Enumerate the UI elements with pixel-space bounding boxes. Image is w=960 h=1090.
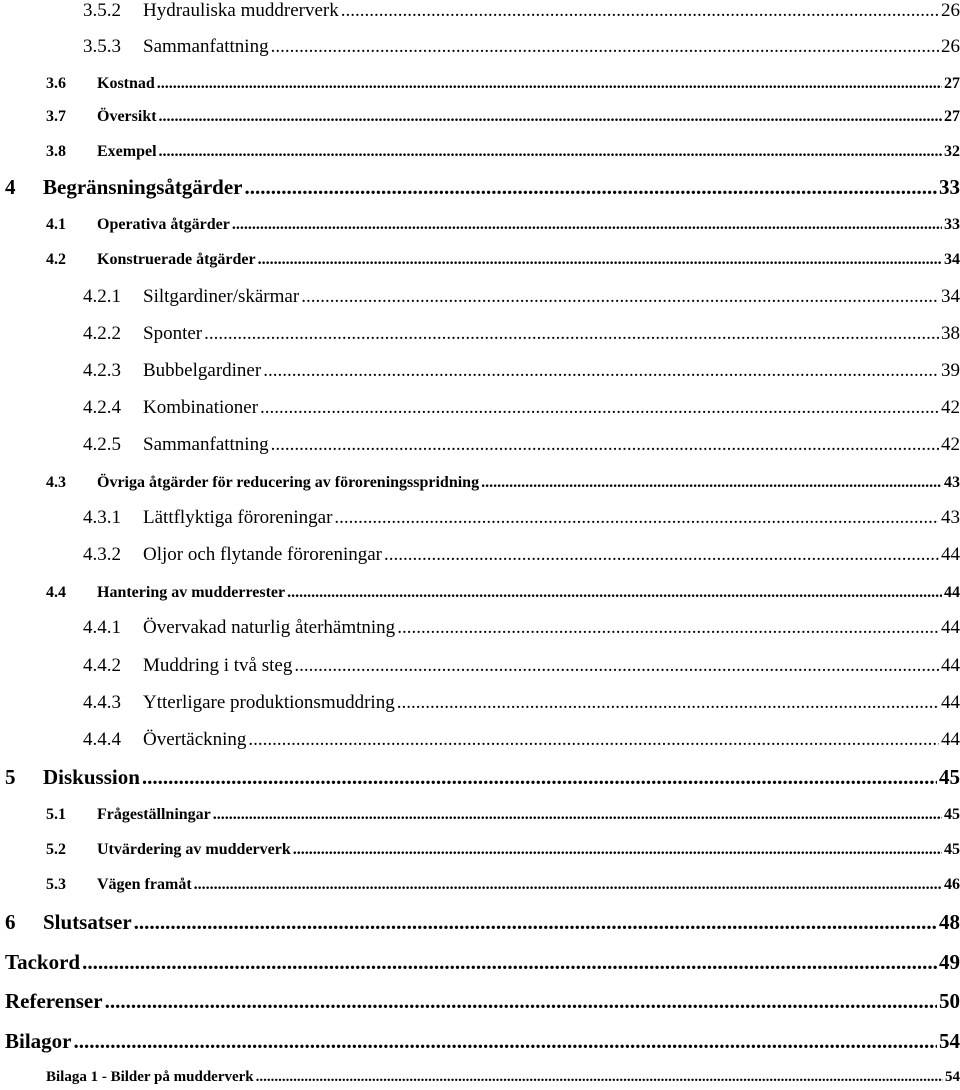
dot-leader <box>194 876 942 894</box>
toc-number: 4.4 <box>46 584 66 601</box>
toc-number: 3.5.3 <box>83 36 121 57</box>
toc-title: Muddring i två steg <box>143 655 293 676</box>
toc-page: 54 <box>945 1069 960 1085</box>
toc-title: Oljor och flytande föroreningar <box>143 544 382 565</box>
toc-page: 27 <box>944 75 960 92</box>
toc-title: Kostnad <box>97 75 155 92</box>
toc-entry-4-3[interactable] <box>0 474 960 492</box>
dot-leader <box>159 108 942 126</box>
toc-number: 4.4.1 <box>83 617 121 638</box>
dot-leader <box>287 584 942 602</box>
toc-entry-bilaga-1[interactable] <box>0 1069 960 1086</box>
toc-page: 34 <box>941 286 960 307</box>
toc-entry-tackord[interactable] <box>0 950 960 975</box>
toc-number: 5.1 <box>46 806 66 823</box>
dot-leader <box>397 617 939 639</box>
toc-title: Siltgardiner/skärmar <box>143 286 300 307</box>
toc-number: 4.2.5 <box>83 434 121 455</box>
dot-leader <box>341 0 939 22</box>
toc-entry-4-2-2[interactable] <box>0 323 960 345</box>
toc-entry-5-1[interactable] <box>0 806 960 824</box>
toc-page: 54 <box>939 1029 960 1053</box>
toc-entry-3-5-2[interactable] <box>0 0 960 22</box>
toc-title: Utvärdering av mudderverk <box>97 841 291 858</box>
toc-number: 4.3 <box>46 474 66 491</box>
toc-page: 44 <box>941 655 960 676</box>
toc-number: 5.2 <box>46 841 66 858</box>
toc-number: 4.4.3 <box>83 692 121 713</box>
toc-title: Frågeställningar <box>97 806 211 823</box>
toc-page: 43 <box>944 474 960 491</box>
toc-page: 33 <box>939 175 960 199</box>
toc-title: Översikt <box>97 108 157 125</box>
toc-entry-4-2-3[interactable] <box>0 360 960 382</box>
toc-page: 45 <box>944 806 960 823</box>
toc-entry-3-5-3[interactable] <box>0 36 960 58</box>
dot-leader <box>334 507 939 529</box>
toc-title: Sponter <box>143 323 203 344</box>
toc-entry-4-4-2[interactable] <box>0 655 960 677</box>
dot-leader <box>159 143 942 161</box>
toc-title: Övriga åtgärder för reducering av föroreningsspridning <box>97 474 480 491</box>
toc-entry-4-1[interactable] <box>0 216 960 234</box>
dot-leader <box>213 806 942 824</box>
toc-number: 4 <box>5 175 16 199</box>
toc-number: 4.2 <box>46 251 66 268</box>
toc-number: 4.4.2 <box>83 655 121 676</box>
toc-number: 6 <box>5 910 16 934</box>
toc-page: 38 <box>941 323 960 344</box>
toc-entry-3-8[interactable] <box>0 143 960 161</box>
toc-number: 3.8 <box>46 143 66 160</box>
dot-leader <box>134 910 937 935</box>
toc-page: 44 <box>941 729 960 750</box>
toc-entry-4-4[interactable] <box>0 584 960 602</box>
toc-entry-6[interactable] <box>0 910 960 935</box>
toc-page: 44 <box>944 584 960 601</box>
dot-leader <box>105 989 937 1014</box>
toc-page: 34 <box>944 251 960 268</box>
toc-number: 3.5.2 <box>83 0 121 21</box>
toc-entry-5-3[interactable] <box>0 876 960 894</box>
toc-title: Ytterligare produktionsmuddring <box>143 692 395 713</box>
toc-title: Referenser <box>5 989 103 1013</box>
toc-title: Lättflyktiga föroreningar <box>143 507 333 528</box>
toc-number: 3.7 <box>46 108 66 125</box>
dot-leader <box>301 286 939 308</box>
toc-title: Slutsatser <box>43 910 132 934</box>
dot-leader <box>204 323 939 345</box>
toc-title: Bubbelgardiner <box>143 360 262 381</box>
toc-number: 4.2.2 <box>83 323 121 344</box>
dot-leader <box>271 36 939 58</box>
toc-title: Sammanfattning <box>143 434 269 455</box>
toc-entry-bilagor[interactable] <box>0 1029 960 1054</box>
toc-page: 45 <box>944 841 960 858</box>
toc-title: Begränsningsåtgärder <box>43 175 243 199</box>
toc-entry-4-4-1[interactable] <box>0 617 960 639</box>
dot-leader <box>248 729 939 751</box>
dot-leader <box>258 251 942 269</box>
toc-title: Sammanfattning <box>143 36 269 57</box>
toc-number: 4.2.4 <box>83 397 121 418</box>
toc-page: 44 <box>941 692 960 713</box>
toc-entry-4-2[interactable] <box>0 251 960 269</box>
toc-entry-4-2-5[interactable] <box>0 434 960 456</box>
dot-leader <box>263 360 939 382</box>
toc-title: Övertäckning <box>143 729 247 750</box>
toc-page: 27 <box>944 108 960 125</box>
toc-entry-4-4-4[interactable] <box>0 729 960 751</box>
toc-number: 4.3.2 <box>83 544 121 565</box>
toc-entry-4[interactable] <box>0 175 960 200</box>
dot-leader <box>82 950 937 975</box>
toc-title: Hydrauliska muddrerverk <box>143 0 339 21</box>
toc-entry-4-3-1[interactable] <box>0 507 960 529</box>
toc-entry-3-7[interactable] <box>0 108 960 126</box>
toc-page: 32 <box>944 143 960 160</box>
toc-entry-4-4-3[interactable] <box>0 692 960 714</box>
toc-entry-4-2-1[interactable] <box>0 286 960 308</box>
toc-title: Diskussion <box>43 765 140 789</box>
dot-leader <box>74 1029 938 1054</box>
toc-title: Konstruerade åtgärder <box>97 251 256 268</box>
toc-page: 44 <box>941 544 960 565</box>
toc-number: 4.4.4 <box>83 729 121 750</box>
toc-page: 26 <box>941 0 960 21</box>
toc-entry-4-2-4[interactable] <box>0 397 960 419</box>
toc-page: 26 <box>941 36 960 57</box>
toc-title: Bilaga 1 - Bilder på mudderverk <box>46 1069 254 1085</box>
toc-title: Tackord <box>5 950 81 974</box>
toc-number: 3.6 <box>46 75 66 92</box>
toc-entry-4-3-2[interactable] <box>0 544 960 566</box>
dot-leader <box>256 1069 943 1086</box>
toc-page: 42 <box>941 397 960 418</box>
dot-leader <box>294 655 939 677</box>
toc-page: 50 <box>939 989 960 1013</box>
toc-page: 46 <box>944 876 960 893</box>
toc-number: 5.3 <box>46 876 66 893</box>
toc-page: 45 <box>939 765 960 789</box>
dot-leader <box>245 175 938 200</box>
toc-number: 4.1 <box>46 216 66 233</box>
dot-leader <box>142 765 937 790</box>
toc-page: 49 <box>939 950 960 974</box>
dot-leader <box>481 474 942 492</box>
toc-title: Bilagor <box>5 1029 72 1053</box>
toc-page: 43 <box>941 507 960 528</box>
dot-leader <box>384 544 939 566</box>
toc-entry-5-2[interactable] <box>0 841 960 859</box>
toc-title: Hantering av mudderrester <box>97 584 286 601</box>
toc-page: 42 <box>941 434 960 455</box>
toc-number: 4.2.1 <box>83 286 121 307</box>
toc-number: 4.3.1 <box>83 507 121 528</box>
toc-page: 48 <box>939 910 960 934</box>
dot-leader <box>293 841 942 859</box>
toc-number: 5 <box>5 765 16 789</box>
dot-leader <box>397 692 939 714</box>
dot-leader <box>271 434 939 456</box>
toc-title: Övervakad naturlig återhämtning <box>143 617 396 638</box>
dot-leader <box>157 75 942 93</box>
dot-leader <box>232 216 942 234</box>
toc-title: Operativa åtgärder <box>97 216 230 233</box>
toc-entry-referenser[interactable] <box>0 989 960 1014</box>
toc-page: 39 <box>941 360 960 381</box>
toc-number: 4.2.3 <box>83 360 121 381</box>
toc-title: Vägen framåt <box>97 876 192 893</box>
dot-leader <box>260 397 939 419</box>
toc-page: 33 <box>944 216 960 233</box>
toc-entry-3-6[interactable] <box>0 75 960 93</box>
toc-title: Kombinationer <box>143 397 259 418</box>
toc-page: 44 <box>941 617 960 638</box>
toc-title: Exempel <box>97 143 157 160</box>
toc-entry-5[interactable] <box>0 765 960 790</box>
